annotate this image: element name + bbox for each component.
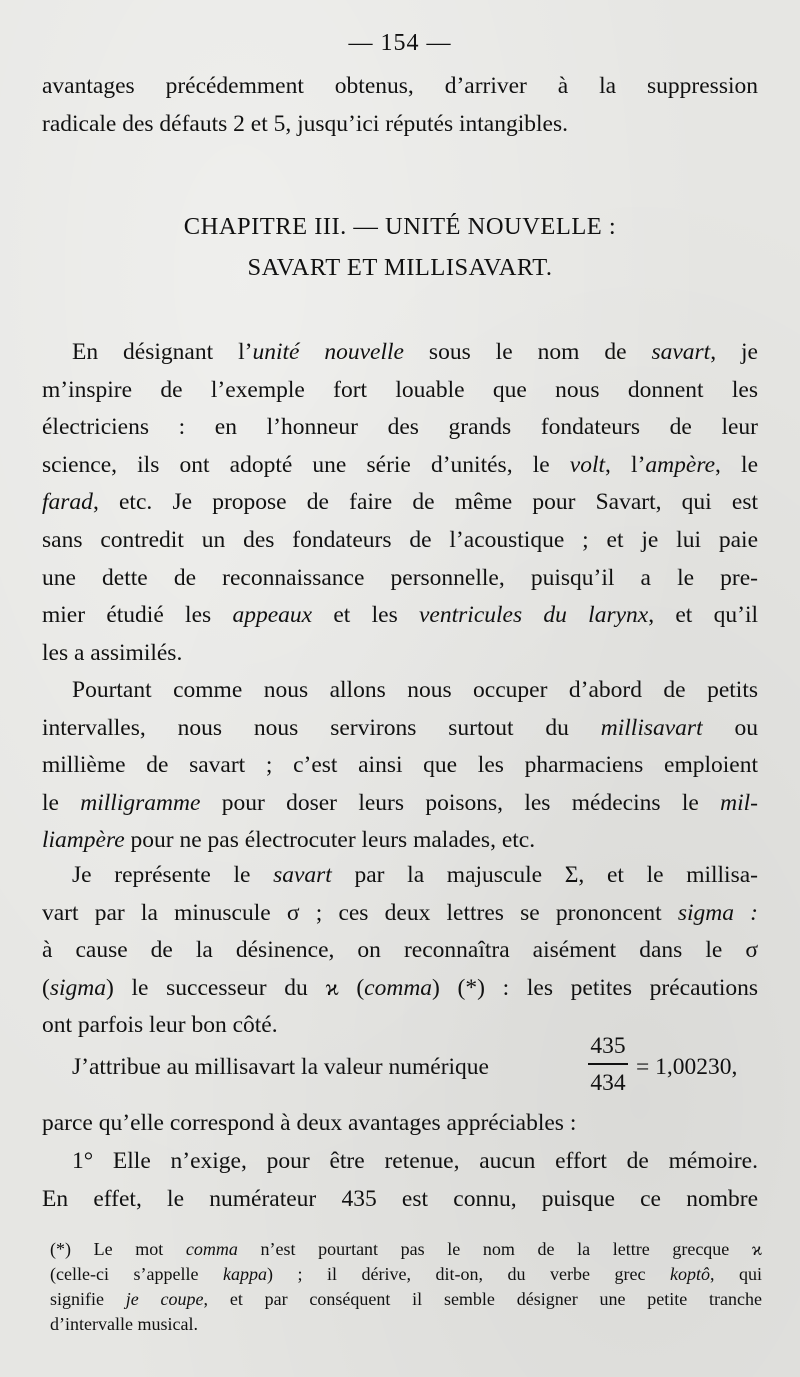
text-line: Pourtant comme nous allons nous occuper d’abord de petits	[72, 677, 758, 703]
text-line: radicale des défauts 2 et 5, jusqu’ici réputés intangibles.	[42, 110, 568, 137]
paragraph-4-continued	[42, 1105, 758, 1143]
paragraph-1	[42, 334, 758, 672]
text-line: En désignant l’unité nouvelle sous le nom de savart, je	[72, 339, 758, 365]
text-line: avantages précédemment obtenus, d’arriver à la suppression	[42, 73, 758, 99]
text-line: millième de savart ; c’est ainsi que les pharmaciens emploient	[42, 752, 758, 779]
text-line: Je représente le savart par la majuscule Σ, et le millisa-	[72, 862, 758, 888]
text-line: (sigma) le successeur du ϰ (comma) (*) : les petites précautions	[42, 974, 758, 1001]
fraction-numerator: 435	[590, 1033, 626, 1059]
text-line: sans contredit un des fondateurs de l’acoustique ; et je lui paie	[42, 526, 758, 553]
text-line: farad, etc. Je propose de faire de même pour Savart, qui est	[42, 489, 758, 516]
text-line: les a assimilés.	[42, 639, 183, 666]
fraction-result: = 1,00230,	[636, 1054, 738, 1080]
fraction	[588, 1032, 628, 1097]
footnote-line: (celle-ci s’appelle kappa) ; il dérive, dit-on, du verbe grec koptô, qui	[50, 1264, 762, 1284]
text-line: En effet, le numérateur 435 est connu, puisque ce nombre	[42, 1185, 758, 1212]
text-line: mier étudié les appeaux et les ventricules du larynx, et qu’il	[42, 602, 759, 629]
text-line: vart par la minuscule σ ; ces deux lettres se prononcent sigma :	[42, 899, 758, 926]
text-line: liampère pour ne pas électrocuter leurs malades, etc.	[42, 827, 536, 854]
text-line: à cause de la désinence, on reconnaîtra aisément dans le σ	[42, 937, 758, 964]
footnote-line: signifie je coupe, et par conséquent il semble désigner une petite tranche	[50, 1289, 762, 1309]
fraction-line	[42, 1032, 758, 1108]
text-line: ont parfois leur bon côté.	[42, 1012, 278, 1039]
paragraph-3	[42, 857, 758, 1045]
text-line: parce qu’elle correspond à deux avantages appréciables :	[42, 1110, 577, 1136]
fraction-denominator: 434	[590, 1070, 626, 1096]
page-number: — 154 —	[348, 30, 452, 56]
intro-paragraph	[42, 68, 758, 143]
footnote	[50, 1237, 762, 1337]
footnote-line: d’intervalle musical.	[50, 1314, 198, 1334]
footnote-line: (*) Le mot comma n’est pourtant pas le nom de la lettre grecque ϰ	[50, 1239, 762, 1259]
text-line: intervalles, nous nous servirons surtout du millisavart ou	[42, 714, 758, 741]
fraction-lead-text: J’attribue au millisavart la valeur numérique	[72, 1054, 489, 1080]
paragraph-5	[42, 1143, 758, 1218]
chapter-heading-line1: CHAPITRE III. — UNITÉ NOUVELLE :	[183, 213, 617, 240]
text-line: le milligramme pour doser leurs poisons, les médecins le mil-	[42, 789, 758, 816]
text-line: science, ils ont adopté une série d’unités, le volt, l’ampère, le	[42, 451, 758, 478]
text-line: électriciens : en l’honneur des grands fondateurs de leur	[42, 414, 758, 441]
text-line: m’inspire de l’exemple fort louable que nous donnent les	[42, 376, 758, 403]
fraction-bar	[588, 1063, 628, 1065]
text-line: une dette de reconnaissance personnelle, puisqu’il a le pre-	[42, 564, 758, 591]
chapter-heading-line2: SAVART ET MILLISAVART.	[247, 254, 553, 281]
text-line: 1° Elle n’exige, pour être retenue, aucun effort de mémoire.	[72, 1148, 758, 1174]
paragraph-2	[42, 672, 758, 860]
